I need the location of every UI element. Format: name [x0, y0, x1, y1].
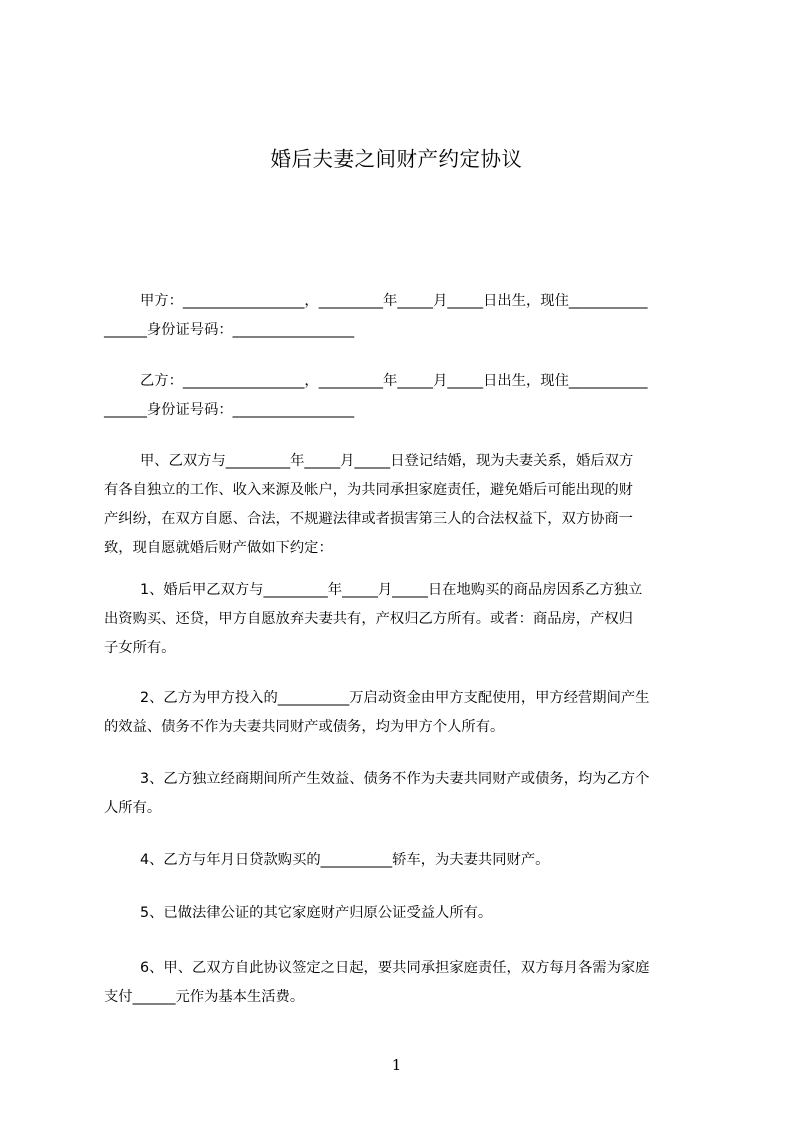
clause-line: 人所有。 [104, 800, 162, 816]
clause-6 [104, 954, 704, 1012]
clause-line: 子女所有。 [104, 640, 176, 656]
clause-1 [104, 576, 704, 663]
clause-line: 4、乙方与年月日贷款购买的__________轿车，为夫妻共同财产。 [140, 852, 550, 868]
clause-line: 的效益、债务不作为夫妻共同财产或债务，均为甲方个人所有。 [104, 719, 505, 735]
party-b-line-1: 乙方：_________________，_________年_____月_____日出生，现住___________ [140, 373, 648, 389]
page-number: 1 [391, 1056, 402, 1074]
clause-2 [104, 684, 704, 742]
document-title: 婚后夫妻之间财产约定协议 [270, 147, 523, 171]
party-a-line-2: ______身份证号码：_________________ [104, 322, 355, 338]
party-a-line-1: 甲方：_________________，_________年_____月_____日出生，现住___________ [140, 293, 648, 309]
preamble-line: 致，现自愿就婚后财产做如下约定： [104, 540, 333, 556]
clause-line: 1、婚后甲乙双方与_________年_____月_____日在地购买的商品房因系乙方独立 [140, 582, 643, 598]
preamble-line: 产纠纷，在双方自愿、合法，不规避法律或者损害第三人的合法权益下，双方协商一 [104, 511, 633, 527]
clause-4 [104, 846, 704, 875]
clause-line: 支付______元作为基本生活费。 [104, 989, 305, 1005]
clause-line: 5、已做法律公证的其它家庭财产归原公证受益人所有。 [140, 905, 493, 921]
clause-line: 2、乙方为甲方投入的__________万启动资金由甲方支配使用，甲方经营期间产生 [140, 690, 650, 706]
party-b-line-2: ______身份证号码：_________________ [104, 402, 355, 418]
preamble-paragraph [104, 447, 704, 563]
clause-3 [104, 765, 704, 823]
clause-5 [104, 899, 704, 928]
clause-line: 6、甲、乙双方自此协议签定之日起，要共同承担家庭责任，双方每月各需为家庭 [140, 960, 650, 976]
party-a-info [104, 287, 704, 345]
preamble-line: 有各自独立的工作、收入来源及帐户，为共同承担家庭责任，避免婚后可能出现的财 [104, 482, 633, 498]
preamble-line: 甲、乙双方与_________年_____月_____日登记结婚，现为夫妻关系，婚后双方 [140, 453, 634, 469]
clause-line: 出资购买、还贷，甲方自愿放弃夫妻共有，产权归乙方所有。或者：商品房，产权归 [104, 611, 633, 627]
party-b-info [104, 367, 704, 425]
clause-line: 3、乙方独立经商期间所产生效益、债务不作为夫妻共同财产或债务，均为乙方个 [140, 771, 650, 787]
